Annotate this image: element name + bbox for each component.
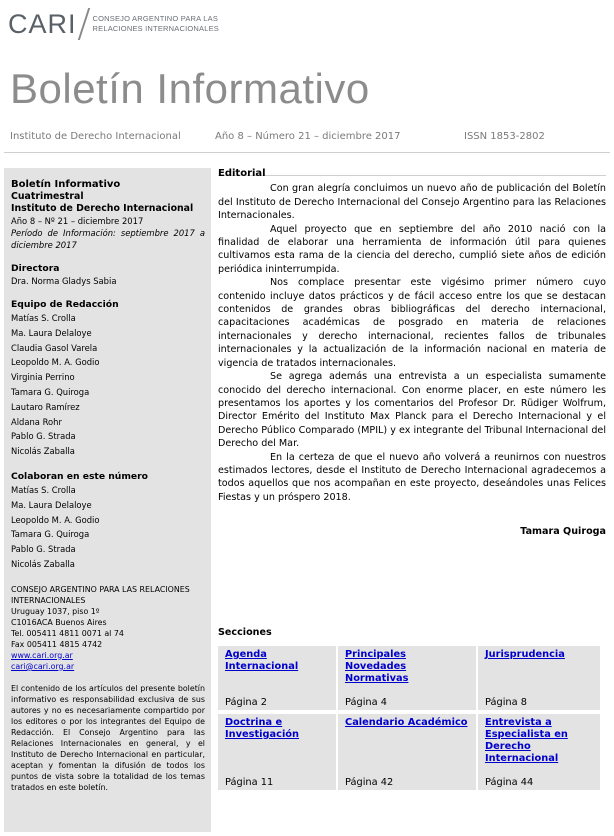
sidebar (4, 168, 211, 832)
section-page: Página 2 (225, 697, 267, 708)
team-member: Pablo G. Strada (11, 431, 76, 442)
section-card (478, 646, 600, 710)
collab-member: Tamara G. Quiroga (11, 529, 90, 540)
org-address-2: C1016ACA Buenos Aires (11, 617, 107, 627)
subheader-institute: Instituto de Derecho Internacional (10, 131, 181, 142)
sections-title: Secciones (218, 627, 272, 638)
collab-member: Ma. Laura Delaloye (11, 499, 92, 510)
section-page: Página 8 (485, 697, 527, 708)
collab-member: Pablo G. Strada (11, 544, 76, 555)
collab-member: Leopoldo M. A. Godio (11, 514, 100, 525)
section-link-calendario[interactable]: Calendario Académico (345, 717, 468, 728)
email-link[interactable]: cari@cari.org.ar (11, 661, 75, 671)
section-link-agenda[interactable]: Agenda Internacional (225, 649, 299, 672)
sidebar-period: Período de Información: septiembre 2017 a diciembre 2017 (11, 228, 205, 250)
section-link-doctrina[interactable]: Doctrina e Investigación (225, 717, 300, 740)
subheader-issue: Año 8 – Número 21 – diciembre 2017 (215, 131, 401, 142)
org-address-1: Uruguay 1037, piso 1º (11, 606, 100, 616)
editorial-signature: Tamara Quiroga (520, 526, 606, 538)
logo-subtitle-line-1: CONSEJO ARGENTINO PARA LAS (92, 14, 219, 23)
editorial-paragraph: Con gran alegría concluimos un nuevo año de publicación del Boletín del Instituto de Derecho Internacional del Consejo Argentino para las Relaciones Internacionales. (218, 183, 606, 222)
team-member: Lautaro Ramírez (11, 401, 80, 412)
team-member: Virginia Perrino (11, 372, 75, 383)
team-member: Nicolás Zaballa (11, 446, 75, 457)
editorial-paragraph: Nos complace presentar este vigésimo primer número cuyo contenido incluye datos prácticos y de fácil acceso entre los que se destacan contenidos de grandes obras bibliográficas del derecho internacional, capacitaciones académicas de posgrado en materia de relaciones internacionales y derecho internacional, recientes fallos de tribunales internacionales y la actualización de la información nacional en materia de vigencia de tratados internacionales. (218, 277, 606, 369)
section-link-normativas[interactable]: Principales Novedades Normativas (345, 649, 409, 684)
logo-subtitle-line-2: RELACIONES INTERNACIONALES (92, 24, 219, 33)
team-member: Claudia Gasol Varela (11, 342, 98, 353)
editorial-paragraph: En la certeza de que el nuevo año volverá a reunirnos con nuestros estimados lectores, desde el Instituto de Derecho Internacional agradecemos a todos aquellos que nos acompañan en este proyecto, deseándoles unas Felices Fiestas y un próspero 2018. (218, 451, 606, 503)
section-page: Página 11 (225, 777, 274, 788)
collab-list (11, 483, 205, 572)
section-card (338, 714, 476, 790)
logo-subtitle (93, 14, 219, 34)
team-list (11, 311, 205, 459)
section-page: Página 44 (485, 777, 534, 788)
sidebar-pub-title: Boletín Informativo (11, 179, 121, 190)
section-card (338, 646, 476, 710)
team-member: Ma. Laura Delaloye (11, 327, 92, 338)
org-fax: Fax 005411 4815 4742 (11, 639, 103, 649)
director-heading: Directora (11, 263, 60, 274)
director-name: Dra. Norma Gladys Sabia (11, 276, 117, 286)
section-link-entrevista[interactable]: Entrevista a Especialista en Derecho Internacional (485, 717, 568, 764)
section-card (478, 714, 600, 790)
page-title: Boletín Informativo (10, 65, 370, 112)
editorial-title: Editorial (218, 168, 266, 179)
team-member: Tamara G. Quiroga (11, 386, 90, 397)
web-link[interactable]: www.cari.org.ar (11, 650, 73, 660)
org-name: CONSEJO ARGENTINO PARA LAS RELACIONES INTERNACIONALES (11, 584, 190, 605)
header-divider (4, 152, 610, 153)
logo-slash-icon (77, 8, 89, 40)
cari-logo (8, 8, 219, 40)
editorial-paragraph: Aquel proyecto que en septiembre del año 2010 nació con la finalidad de elaborar una herramienta de información útil para quienes cultivamos esta rama de la ciencia del derecho, cumplió siete años de edición periódica ininterrumpida. (218, 223, 606, 275)
sidebar-institute: Instituto de Derecho Internacional (11, 203, 194, 214)
sidebar-issue: Año 8 – Nº 21 – diciembre 2017 (11, 216, 144, 226)
org-tel: Tel. 005411 4811 0071 al 74 (11, 628, 124, 638)
logo-text: CARI (8, 8, 77, 39)
disclaimer: El contenido de los artículos del presente boletín informativo es responsabilidad exclusiva de sus autores y no es necesariamente compartido por los editores o por los integrantes del Equipo de Redacción. El Consejo Argentino para las Relaciones Internacionales en general, y el Instituto de Derecho Internacional en particular, aceptan y fomentan la difusión de todos los puntos de vista sobre la totalidad de los temas tratados en este boletín. (11, 683, 205, 792)
section-card (218, 714, 336, 790)
section-page: Página 42 (345, 777, 394, 788)
editorial-paragraph: Se agrega además una entrevista a un especialista sumamente conocido del derecho internacional. Con enorme placer, en este número les presentamos los aportes y los comentarios del Profesor Dr. Rüdiger Wolfrum, Director Emérito del Instituto Max Planck para el Derecho Internacional y el Derecho Público Comparado (MPIL) y ex integrante del Tribunal Internacional del Derecho del Mar. (218, 371, 606, 450)
subheader-issn: ISSN 1853-2802 (464, 131, 545, 142)
collab-heading: Colaboran en este número (11, 470, 148, 482)
team-member: Aldana Rohr (11, 416, 62, 427)
collab-member: Nicolás Zaballa (11, 558, 75, 569)
team-member: Leopoldo M. A. Godio (11, 357, 100, 368)
team-heading: Equipo de Redacción (11, 299, 119, 310)
section-link-jurisprudencia[interactable]: Jurisprudencia (485, 649, 565, 660)
collab-member: Matías S. Crolla (11, 484, 76, 495)
editorial (218, 167, 606, 539)
section-page: Página 4 (345, 697, 387, 708)
sidebar-periodicity: Cuatrimestral (11, 191, 84, 202)
team-member: Matías S. Crolla (11, 313, 76, 323)
section-card (218, 646, 336, 710)
